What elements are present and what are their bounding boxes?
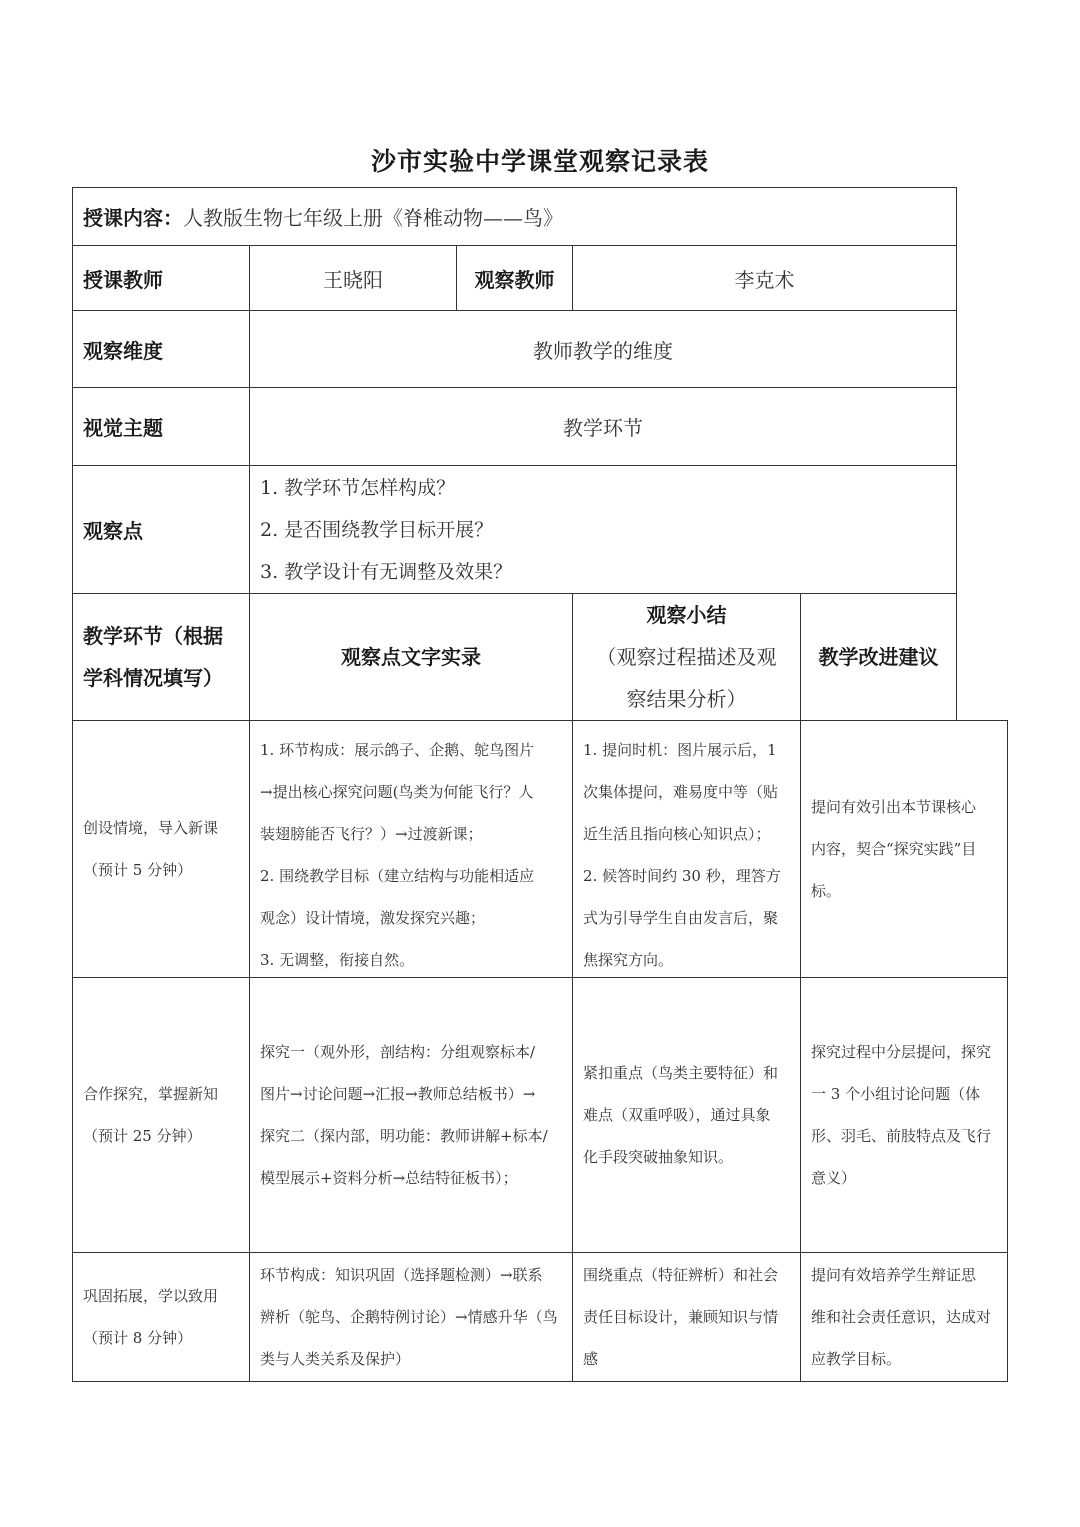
stage-cell: [72, 1252, 250, 1382]
record-line: 探究二（探内部，明功能：教师讲解+标本/: [260, 1127, 548, 1145]
stage-line: （预计 5 分钟）: [83, 861, 193, 879]
header-summary-sub: （观察过程描述及观: [596, 645, 777, 669]
record-line: →提出核心探究问题(鸟类为何能飞行？人: [260, 783, 534, 801]
record-line: 辨析（鸵鸟、企鹅特例讨论）→情感升华（鸟: [260, 1308, 558, 1326]
record-line: 模型展示+资料分析→总结特征板书）；: [260, 1169, 518, 1187]
record-line: 1. 环节构成：展示鸽子、企鹅、鸵鸟图片: [260, 741, 535, 759]
suggest-line: 维和社会责任意识，达成对: [811, 1308, 992, 1326]
header-summary-sub: 察结果分析）: [626, 687, 747, 711]
suggest-line: 应教学目标。: [811, 1350, 902, 1368]
summary-line: 化手段突破抽象知识。: [583, 1148, 734, 1166]
teacher-name-cell: [249, 245, 457, 311]
stage-cell: [72, 720, 250, 978]
summary-line: 感: [583, 1350, 599, 1368]
theme-value-cell: [249, 387, 957, 466]
summary-line: 难点（双重呼吸），通过具象: [583, 1106, 771, 1124]
header-stage-line: 学科情况填写）: [83, 666, 223, 690]
summary-line: 近生活且指向核心知识点）；: [583, 825, 771, 843]
page-title: 沙市实验中学课堂观察记录表: [370, 147, 709, 176]
summary-cell: [572, 720, 801, 978]
summary-line: 责任目标设计，兼顾知识与情: [583, 1308, 779, 1326]
header-summary-cell: [572, 593, 801, 721]
teacher-label-cell: [72, 245, 250, 311]
header-summary-title: 观察小结: [646, 603, 727, 627]
record-cell: [249, 720, 573, 978]
stage-line: 合作探究，掌握新知: [83, 1085, 219, 1103]
points-label: 观察点: [83, 519, 143, 543]
teacher-name: 王晓阳: [323, 267, 383, 292]
stage-line: 巩固拓展，学以致用: [83, 1287, 219, 1305]
stage-line: 创设情境，导入新课: [83, 819, 219, 837]
header-suggest-cell: [800, 593, 957, 721]
stage-line: （预计 8 分钟）: [83, 1329, 193, 1347]
record-line: 3. 无调整，衔接自然。: [260, 951, 415, 969]
suggest-line: 探究过程中分层提问，探究: [811, 1043, 992, 1061]
suggest-line: 内容，契合“探究实践”目: [811, 840, 977, 858]
summary-cell: [572, 1252, 801, 1382]
record-cell: [249, 977, 573, 1253]
header-suggest: 教学改进建议: [818, 645, 939, 669]
point-item: 2. 是否围绕教学目标开展？: [260, 518, 494, 541]
points-label-cell: [72, 465, 250, 594]
observer-label-cell: [456, 245, 573, 311]
observer-label: 观察教师: [474, 267, 555, 292]
suggest-line: 提问有效培养学生辩证思: [811, 1266, 977, 1284]
dimension-value-cell: [249, 310, 957, 388]
content-value: 人教版生物七年级上册《脊椎动物——鸟》: [183, 206, 563, 230]
header-stage-cell: [72, 593, 250, 721]
theme-value: 教学环节: [563, 416, 643, 440]
teacher-label: 授课教师: [83, 267, 163, 292]
point-item: 1. 教学环节怎样构成？: [260, 476, 456, 499]
record-line: 观念）设计情境，激发探究兴趣；: [260, 909, 486, 927]
record-cell: [249, 1252, 573, 1382]
summary-line: 次集体提问，难易度中等（贴: [583, 783, 779, 801]
suggest-cell: [800, 720, 1008, 978]
header-stage-line: 教学环节（根据: [83, 624, 223, 648]
header-record-cell: [249, 593, 573, 721]
summary-line: 紧扣重点（鸟类主要特征）和: [583, 1064, 779, 1082]
dimension-label-cell: [72, 310, 250, 388]
record-line: 环节构成：知识巩固（选择题检测）→联系: [260, 1266, 543, 1284]
theme-label-cell: [72, 387, 250, 466]
record-line: 探究一（观外形，剖结构：分组观察标本/: [260, 1043, 536, 1061]
suggest-line: 提问有效引出本节课核心: [811, 798, 977, 816]
summary-cell: [572, 977, 801, 1253]
observer-name: 李克术: [734, 267, 795, 292]
header-record: 观察点文字实录: [341, 645, 481, 669]
point-item: 3. 教学设计有无调整及效果？: [260, 560, 513, 583]
summary-line: 围绕重点（特征辨析）和社会: [583, 1266, 779, 1284]
stage-cell: [72, 977, 250, 1253]
content-row: [72, 187, 957, 246]
record-line: 图片→讨论问题→汇报→教师总结板书）→: [260, 1085, 536, 1103]
suggest-cell: [800, 1252, 1008, 1382]
content-label: 授课内容：: [83, 206, 183, 230]
dimension-label: 观察维度: [83, 338, 163, 363]
summary-line: 2. 候答时间约 30 秒，理答方: [583, 867, 781, 885]
stage-line: （预计 25 分钟）: [83, 1127, 202, 1145]
record-line: 装翅膀能否飞行？）→过渡新课；: [260, 825, 483, 843]
theme-label: 视觉主题: [83, 416, 163, 440]
suggest-line: 标。: [811, 882, 842, 900]
suggest-line: 意义）: [811, 1169, 857, 1187]
summary-line: 式为引导学生自由发言后，聚: [583, 909, 779, 927]
observer-name-cell: [572, 245, 957, 311]
dimension-value: 教师教学的维度: [533, 338, 673, 363]
record-line: 2. 围绕教学目标（建立结构与功能相适应: [260, 867, 535, 885]
suggest-line: 形、羽毛、前肢特点及飞行: [811, 1127, 992, 1145]
record-line: 类与人类关系及保护）: [260, 1350, 411, 1368]
points-list: [249, 465, 957, 594]
summary-line: 1. 提问时机：图片展示后，1: [583, 741, 777, 759]
summary-line: 焦探究方向。: [583, 951, 674, 969]
suggest-cell: [800, 977, 1008, 1253]
suggest-line: 一 3 个小组讨论问题（体: [811, 1085, 981, 1103]
